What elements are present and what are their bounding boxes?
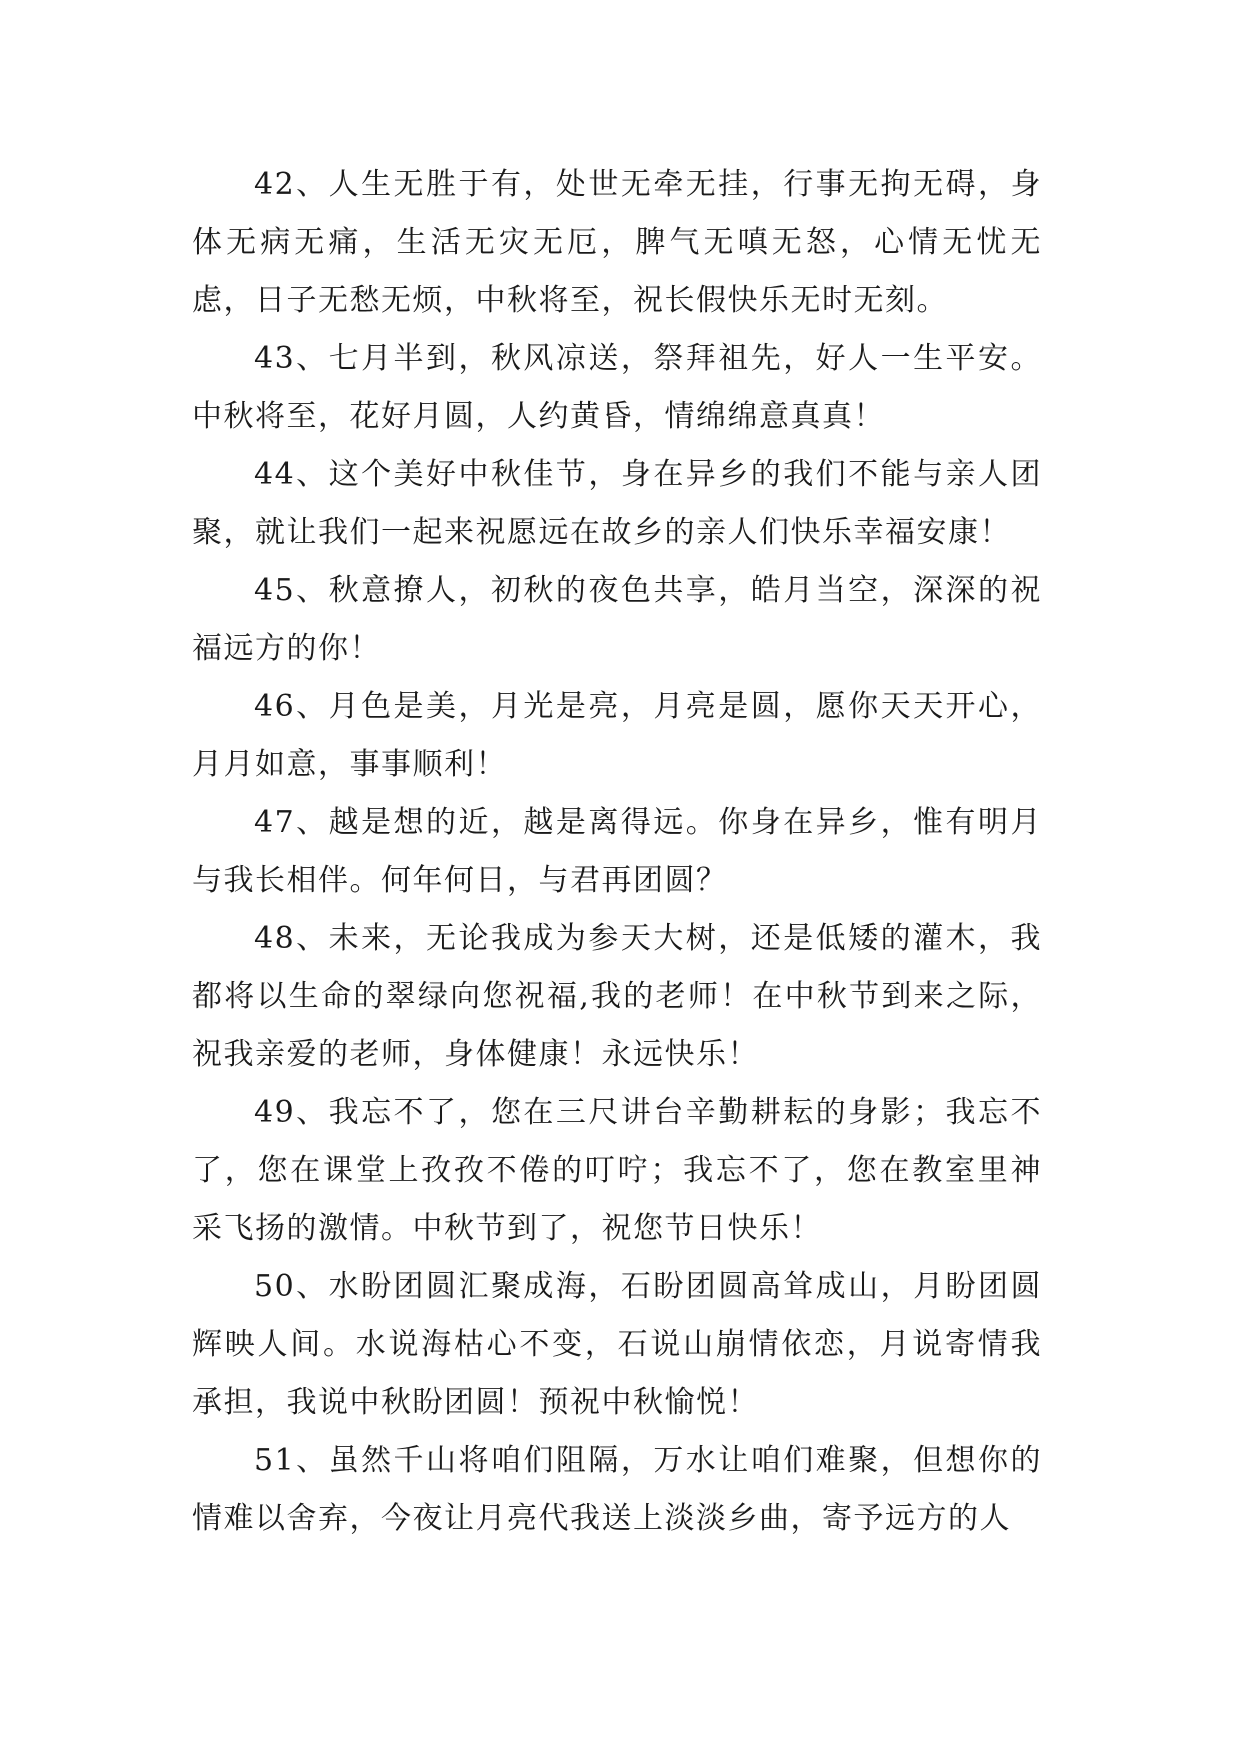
- paragraph-48: 48、未来，无论我成为参天大树，还是低矮的灌木，我都将以生命的翠绿向您祝福,我的老师！在中秋节到来之际，祝我亲爱的老师，身体健康！永远快乐！: [192, 921, 1042, 1072]
- paragraph-49: 49、我忘不了，您在三尺讲台辛勤耕耘的身影；我忘不了，您在课堂上孜孜不倦的叮咛；我忘不了，您在教室里神采飞扬的激情。中秋节到了，祝您节日快乐！: [192, 1095, 1042, 1246]
- paragraph-47: 47、越是想的近，越是离得远。你身在异乡，惟有明月与我长相伴。何年何日，与君再团圆？: [192, 805, 1042, 898]
- paragraph-50: 50、水盼团圆汇聚成海，石盼团圆高耸成山，月盼团圆辉映人间。水说海枯心不变，石说山崩情依恋，月说寄情我承担，我说中秋盼团圆！预祝中秋愉悦！: [192, 1269, 1042, 1420]
- paragraph-43: 43、七月半到，秋风凉送，祭拜祖先，好人一生平安。中秋将至，花好月圆，人约黄昏，情绵绵意真真！: [192, 341, 1042, 434]
- paragraph-42: 42、人生无胜于有，处世无牵无挂，行事无拘无碍，身体无病无痛，生活无灾无厄，脾气无嗔无怒，心情无忧无虑，日子无愁无烦，中秋将至，祝长假快乐无时无刻。: [192, 167, 1042, 318]
- paragraph-46: 46、月色是美，月光是亮，月亮是圆，愿你天天开心，月月如意，事事顺利！: [192, 689, 1042, 782]
- document-body: [192, 156, 1042, 1548]
- paragraph-45: 45、秋意撩人，初秋的夜色共享，皓月当空，深深的祝福远方的你！: [192, 573, 1042, 666]
- paragraph-44: 44、这个美好中秋佳节，身在异乡的我们不能与亲人团聚，就让我们一起来祝愿远在故乡的亲人们快乐幸福安康！: [192, 457, 1042, 550]
- paragraph-51: 51、虽然千山将咱们阻隔，万水让咱们难聚，但想你的情难以舍弃，今夜让月亮代我送上淡淡乡曲，寄予远方的人: [192, 1443, 1042, 1536]
